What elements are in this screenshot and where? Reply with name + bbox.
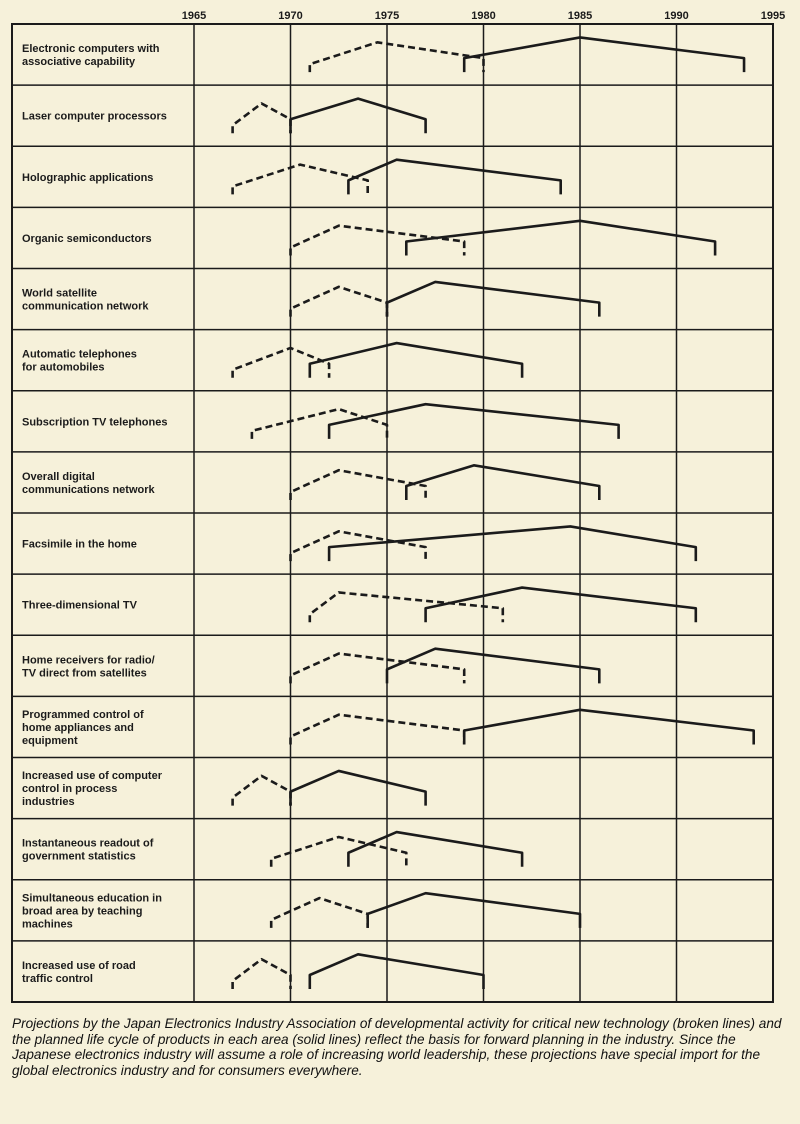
year-tick-label: 1970 <box>278 10 303 22</box>
life-cycle-solid-line <box>368 893 580 928</box>
row-label-line: for automobiles <box>22 361 105 374</box>
row-label <box>22 892 162 930</box>
life-cycle-solid-line <box>329 404 618 439</box>
development-broken-line <box>291 226 465 256</box>
row-label-line: Programmed control of <box>22 708 144 721</box>
row-label <box>22 539 137 551</box>
row-label-line: associative capability <box>22 56 136 69</box>
row-label-line: Home receivers for radio/ <box>22 654 155 667</box>
row-label-line: government statistics <box>22 850 136 863</box>
row-label-line: TV direct from satellites <box>22 667 147 680</box>
row-label-line: home appliances and <box>22 721 134 734</box>
development-broken-line <box>271 898 368 928</box>
row-label-line: Automatic telephones <box>22 348 137 361</box>
life-cycle-solid-line <box>464 710 754 745</box>
life-cycle-solid-line <box>291 771 426 806</box>
development-broken-line <box>310 42 484 72</box>
row-label <box>22 709 144 747</box>
row-label-line: Three-dimensional TV <box>22 599 137 612</box>
row-label <box>22 416 167 428</box>
row-label <box>22 172 153 184</box>
development-broken-line <box>271 837 406 867</box>
row-label-line: communications network <box>22 483 155 496</box>
row-label <box>22 349 137 374</box>
row-label <box>22 471 156 496</box>
row-label-line: equipment <box>22 734 78 747</box>
row-label-line: Organic semiconductors <box>22 232 152 245</box>
row-label-line: traffic control <box>22 972 93 985</box>
row-label-line: Facsimile in the home <box>22 538 137 551</box>
row-label-line: control in process <box>22 783 118 796</box>
row-label-line: communication network <box>22 300 149 313</box>
life-cycle-solid-line <box>387 649 599 684</box>
development-broken-line <box>291 654 465 684</box>
life-cycle-solid-line <box>464 37 744 72</box>
life-cycle-solid-line <box>329 526 696 561</box>
row-label-line: World satellite <box>22 287 97 300</box>
row-label <box>22 43 160 68</box>
row-label-line: Instantaneous readout of <box>22 837 154 850</box>
row-label-line: Electronic computers with <box>22 43 160 56</box>
development-broken-line <box>252 409 387 439</box>
row-label <box>22 770 163 808</box>
row-label-line: Overall digital <box>22 470 95 483</box>
life-cycle-solid-line <box>406 465 599 500</box>
row-label-line: Subscription TV telephones <box>22 416 168 429</box>
year-tick-label: 1980 <box>471 10 496 22</box>
life-cycle-solid-line <box>426 588 696 623</box>
year-tick-label: 1965 <box>181 10 207 22</box>
row-label-line: broad area by teaching <box>22 905 143 918</box>
row-label-line: machines <box>22 918 73 931</box>
year-tick-label: 1975 <box>374 10 400 22</box>
row-label <box>22 233 152 245</box>
row-label <box>22 960 136 985</box>
row-label-line: Increased use of road <box>22 959 136 972</box>
row-label <box>22 111 167 123</box>
development-broken-line <box>233 959 291 989</box>
row-label <box>22 654 155 679</box>
life-cycle-solid-line <box>310 954 484 989</box>
row-label-line: industries <box>22 796 75 809</box>
development-broken-line <box>291 715 465 745</box>
life-cycle-solid-line <box>387 282 599 317</box>
figure-caption: Projections by the Japan Electronics Industry Association of developmental activity for critical new technology (broken lines) and the planned life cycle of products in each area (solid lines) reflect the basis for forward planning in the industry. Since the Japanese electronics industry will assume a role of increasing world leadership, these projections have special import for the global electronics industry and for consumers everywhere. <box>12 1016 782 1078</box>
development-broken-line <box>291 531 426 561</box>
year-tick-label: 1995 <box>760 10 786 22</box>
life-cycle-solid-line <box>291 99 426 134</box>
life-cycle-solid-line <box>406 221 715 256</box>
year-tick-label: 1990 <box>664 10 689 22</box>
development-broken-line <box>233 776 291 806</box>
row-label <box>22 600 138 612</box>
row-label-line: Laser computer processors <box>22 110 167 123</box>
row-label-line: Increased use of computer <box>22 770 162 783</box>
development-broken-line <box>291 287 388 317</box>
life-cycle-solid-line <box>310 343 522 378</box>
row-label <box>22 838 154 863</box>
year-tick-label: 1985 <box>567 10 593 22</box>
life-cycle-solid-line <box>348 832 522 867</box>
development-broken-line <box>233 103 291 133</box>
row-label-line: Simultaneous education in <box>22 892 162 905</box>
row-label-line: Holographic applications <box>22 171 154 184</box>
row-label <box>22 288 149 313</box>
life-cycle-solid-line <box>348 160 560 195</box>
